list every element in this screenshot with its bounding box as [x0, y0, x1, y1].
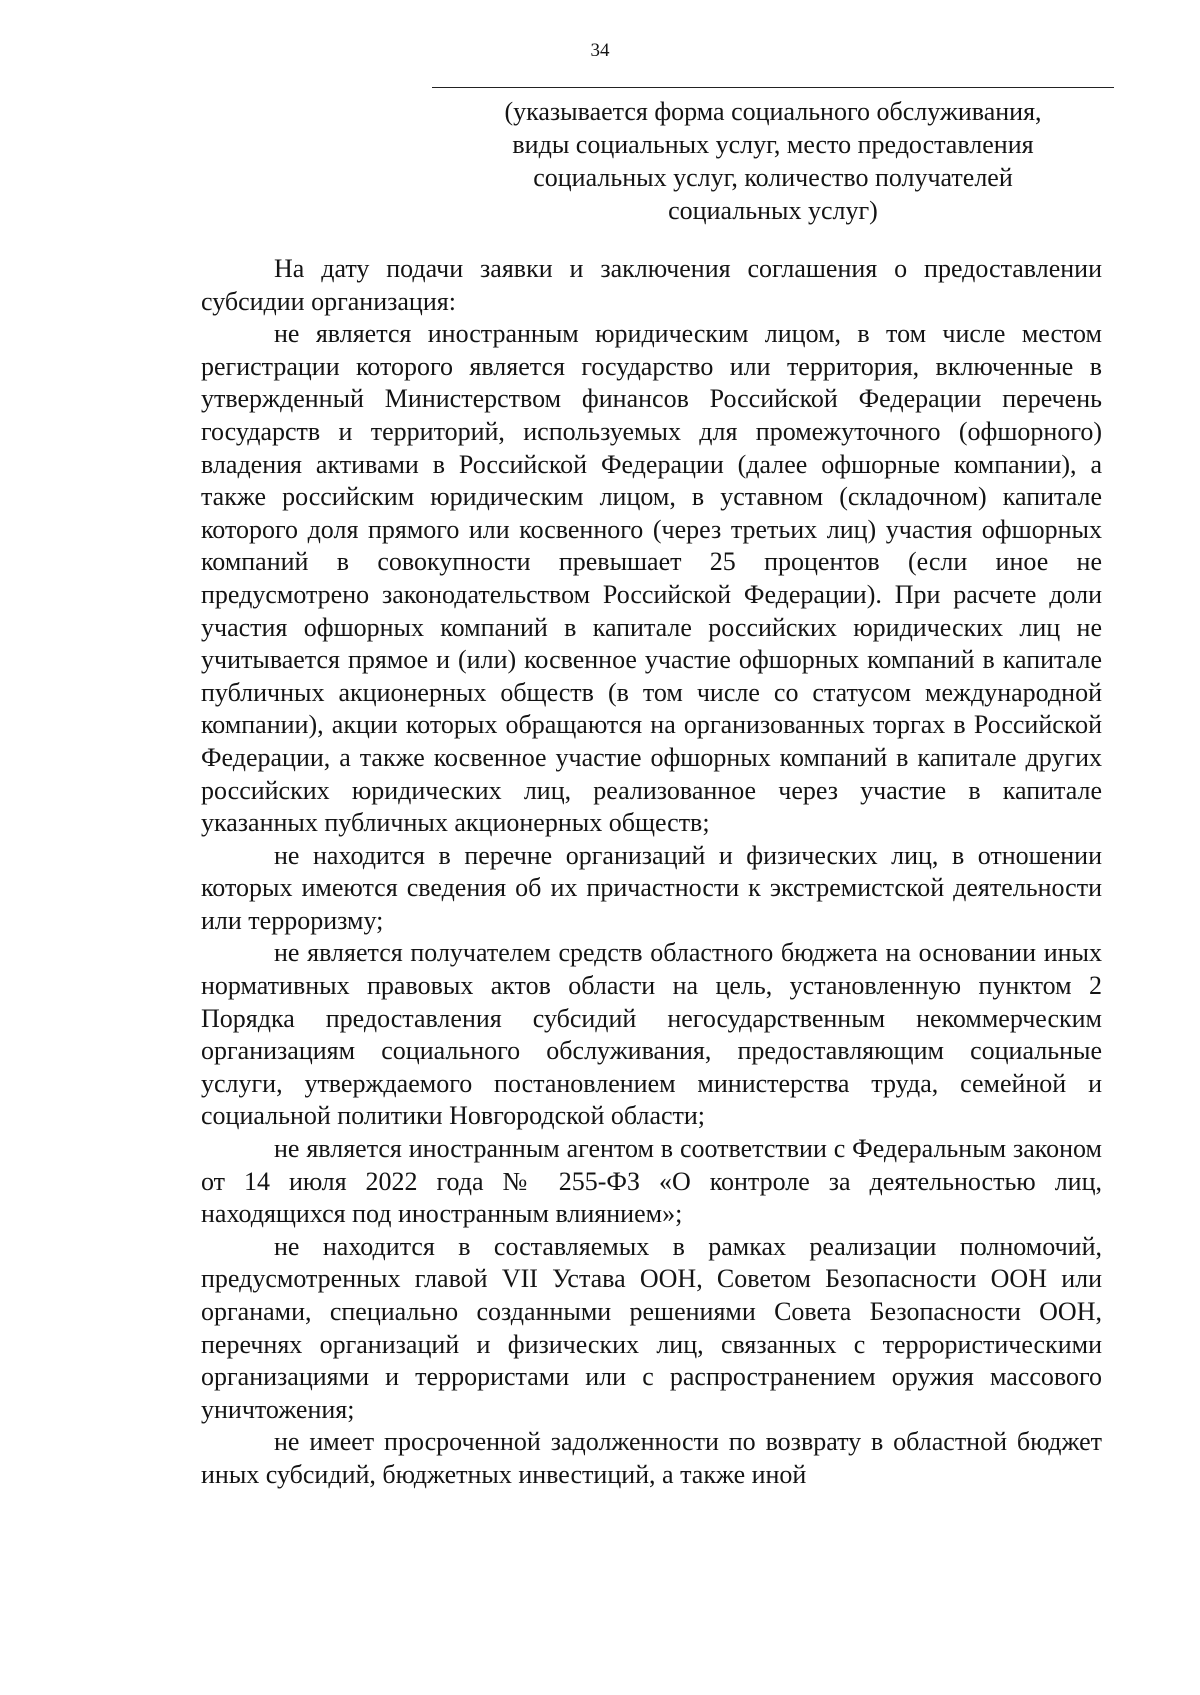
caption-line: социальных услуг)	[668, 196, 878, 225]
foreign-agent-paragraph: не является иностранным агентом в соответствии с Федеральным законом от 14 июля 2022 года № 255-ФЗ «О контроле за деятельностью лиц, находящихся под иностранным влиянием»;	[201, 1134, 1102, 1229]
page-number: 34	[590, 40, 610, 61]
extremism-list-paragraph: не находится в перечне организаций и физических лиц, в отношении которых имеются сведения об их причастности к экстремистской деятельности или терроризму;	[201, 840, 1102, 935]
caption-line: (указывается форма социального обслуживания,	[504, 97, 1042, 126]
caption-line: социальных услуг, количество получателей	[533, 163, 1013, 192]
budget-recipient-paragraph: не является получателем средств областного бюджета на основании иных нормативных правовых актов области на цель, установленную пунктом 2 Порядка предоставления субсидий негосударственным некоммерческим организациям социального обслуживания, предоставляющим социальные услуги, утверждаемого постановлением министерства труда, семейной и социальной политики Новгородской области;	[201, 938, 1102, 1131]
field-caption	[432, 95, 1114, 227]
offshore-condition-paragraph: не является иностранным юридическим лицом, в том числе местом регистрации которого является государство или территория, включенные в утвержденный Министерством финансов Российской Федерации перечень государств и территорий, используемых для промежуточного (офшорного) владения активами в Российской Федерации (далее офшорные компании), а также российским юридическим лицом, в уставном (складочном) капитале которого доля прямого или косвенного (через третьих лиц) участия офшорных компаний в совокупности превышает 25 процентов (если иное не предусмотрено законодательством Российской Федерации). При расчете доли участия офшорных компаний в капитале российских юридических лиц не учитывается прямое и (или) косвенное участие офшорных компаний в капитале публичных акционерных обществ (в том числе со статусом международной компании), акции которых обращаются на организованных торгах в Российской Федерации, а также косвенное участие офшорных компаний в капитале других российских юридических лиц, реализованное через участие в капитале указанных публичных акционерных обществ;	[201, 319, 1102, 838]
debt-paragraph: не имеет просроченной задолженности по возврату в областной бюджет иных субсидий, бюджетных инвестиций, а также иной	[201, 1427, 1102, 1489]
fill-in-line	[432, 87, 1114, 88]
caption-line: виды социальных услуг, место предоставления	[512, 130, 1034, 159]
un-sanctions-paragraph: не находится в составляемых в рамках реализации полномочий, предусмотренных главой VII Устава ООН, Советом Безопасности ООН или органами, специально созданными решениями Совета Безопасности ООН, перечнях организаций и физических лиц, связанных с террористическими организациями и террористами или с распространением оружия массового уничтожения;	[201, 1231, 1102, 1424]
body-text	[201, 253, 1102, 1492]
intro-paragraph: На дату подачи заявки и заключения соглашения о предоставлении субсидии организация:	[201, 254, 1102, 316]
